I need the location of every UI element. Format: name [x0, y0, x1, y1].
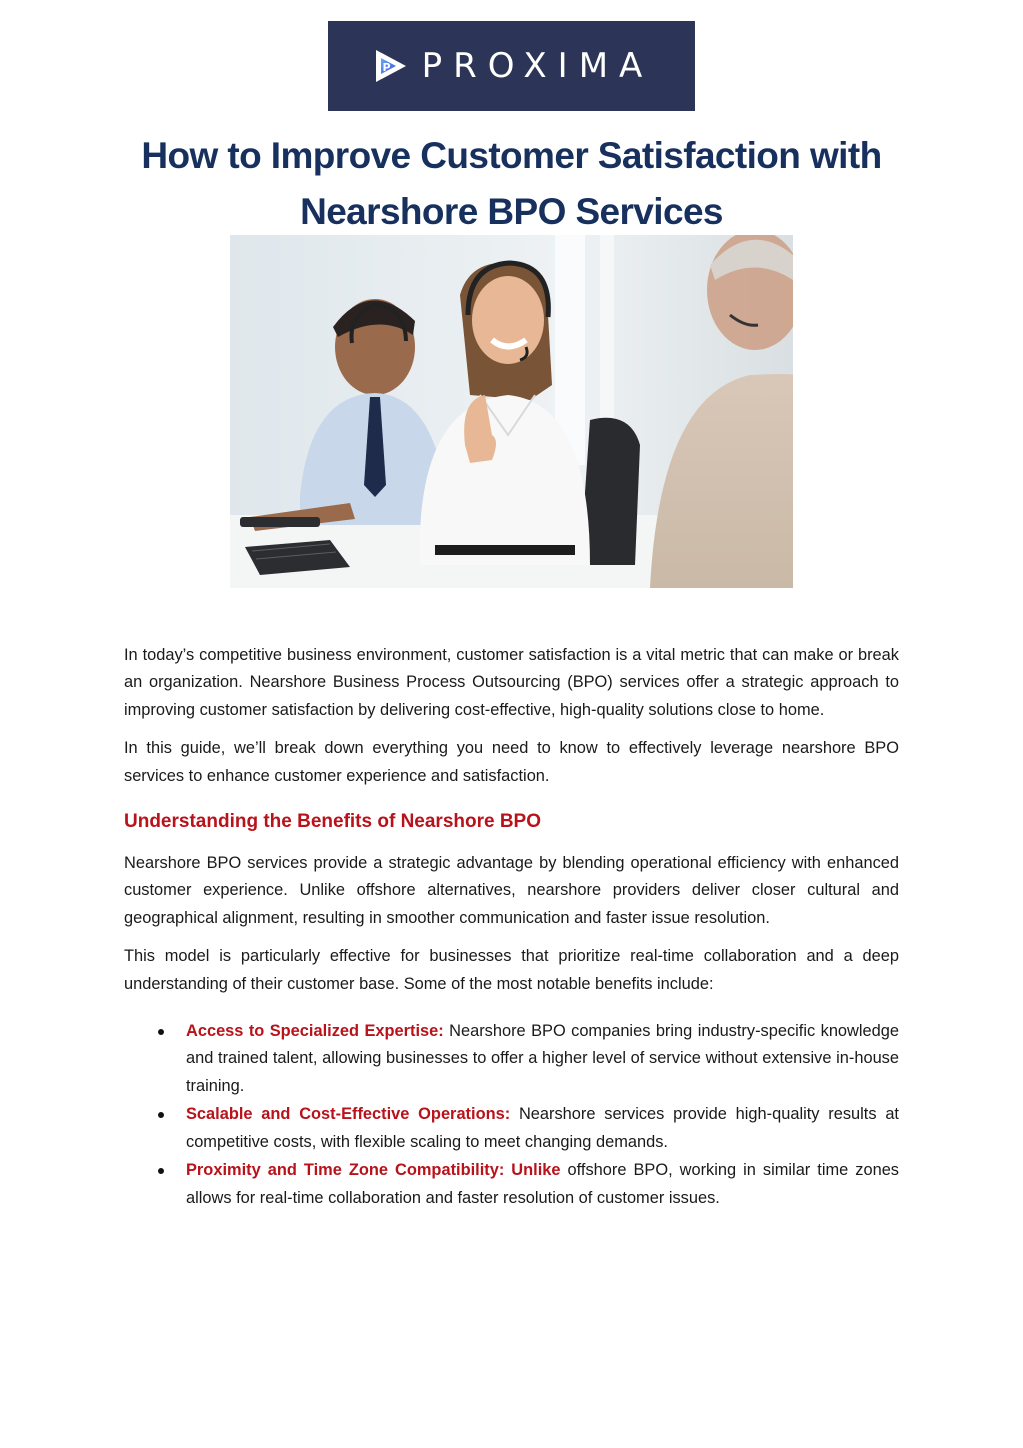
page-title: [100, 128, 923, 240]
list-item: [186, 1018, 899, 1100]
title-line-1: How to Improve Customer Satisfaction with: [141, 135, 882, 176]
benefit-term: Scalable and Cost-Effective Operations:: [186, 1105, 511, 1124]
play-p-icon: [370, 46, 410, 86]
bullet-icon: [158, 1168, 164, 1174]
article-body: [124, 642, 899, 1213]
intro-paragraph: In this guide, we’ll break down everything you need to know to effectively leverage nearshore BPO services to enhance customer experience and satisfaction.: [124, 739, 899, 785]
section-paragraph: Nearshore BPO services provide a strategic advantage by blending operational efficiency with enhanced customer experience. Unlike offshore alternatives, nearshore providers deliver closer cultural and geographical alignment, resulting in smoother communication and faster issue resolution.: [124, 854, 899, 927]
benefit-term: Proximity and Time Zone Compatibility: Unlike: [186, 1161, 561, 1180]
benefit-text: offshore BPO, working in similar time zones allows for real-time collaboration and faster resolution of customer issues.: [186, 1161, 900, 1207]
section-heading: Understanding the Benefits of Nearshore BPO: [124, 811, 542, 833]
title-line-2: Nearshore BPO Services: [300, 191, 723, 232]
list-item: [186, 1101, 899, 1156]
benefit-term: Access to Specialized Expertise:: [186, 1022, 444, 1041]
list-item: [186, 1157, 899, 1212]
logo-wordmark: PROXIMA: [421, 46, 654, 86]
intro-paragraph: In today’s competitive business environment, customer satisfaction is a vital metric that can make or break an organization. Nearshore Business Process Outsourcing (BPO) services offer a strategic approach to improving customer satisfaction by delivering cost-effective, high-quality solutions close to home.: [124, 646, 899, 719]
svg-text:P: P: [382, 61, 391, 74]
section-paragraph: This model is particularly effective for businesses that prioritize real-time collaboration and a deep understanding of their customer base. Some of the most notable benefits include:: [124, 947, 899, 993]
bullet-icon: [158, 1029, 164, 1035]
benefit-text: Nearshore services provide high-quality results at competitive costs, with flexible scaling to meet changing demands.: [186, 1105, 899, 1151]
benefits-list: [124, 1018, 899, 1212]
benefit-text: Nearshore BPO companies bring industry-specific knowledge and trained talent, allowing businesses to offer a higher level of service without extensive in-house training.: [186, 1022, 899, 1095]
hero-photo-call-center: [230, 235, 793, 588]
bullet-icon: [158, 1112, 164, 1118]
logo-banner: [328, 21, 695, 111]
